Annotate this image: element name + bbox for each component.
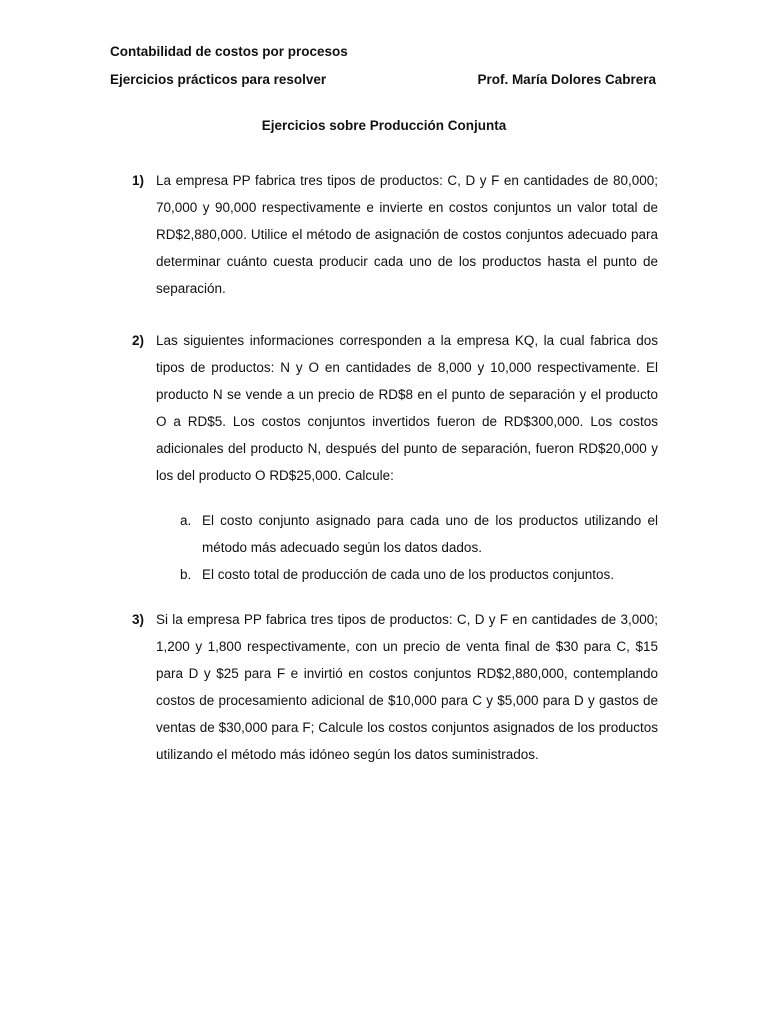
exercise-text: Si la empresa PP fabrica tres tipos de productos: C, D y F en cantidades de 3,000; 1,200 y 1,800 respectivamente, con un precio de venta final de $30 para C, $15 para D y $25 para F e invirtió en costos conjuntos RD$2,880,000, contemplando costos de procesamiento adicional de $10,000 para C y $5,000 para D y gastos de ventas de $30,000 para F; Calcule los costos conjuntos asignados de los productos utilizando el método más idóneo según los datos suministrados. bbox=[156, 612, 658, 762]
exercise-1 bbox=[110, 167, 658, 302]
document-title: Ejercicios sobre Producción Conjunta bbox=[261, 118, 507, 133]
course-title: Contabilidad de costos por procesos bbox=[110, 44, 348, 59]
subitem-text: El costo conjunto asignado para cada uno de los productos utilizando el método más adecuado según los datos dados. bbox=[202, 513, 658, 555]
exercise-number: 2) bbox=[132, 333, 145, 348]
professor-name: Prof. María Dolores Cabrera bbox=[477, 72, 656, 87]
exercise-text: La empresa PP fabrica tres tipos de productos: C, D y F en cantidades de 80,000; 70,000 y 90,000 respectivamente e invierte en costos conjuntos un valor total de RD$2,880,000. Utilice el método de asignación de costos conjuntos adecuado para determinar cuánto cuesta producir cada uno de los productos hasta el punto de separación. bbox=[156, 173, 658, 296]
exercise-2-subitem-a bbox=[180, 507, 658, 561]
exercise-number: 1) bbox=[132, 173, 145, 188]
exercise-number: 3) bbox=[132, 612, 145, 627]
subtitle: Ejercicios prácticos para resolver bbox=[110, 72, 327, 87]
exercise-2-subitem-b bbox=[180, 561, 658, 588]
exercise-3 bbox=[110, 606, 658, 768]
exercise-text: Las siguientes informaciones corresponden a la empresa KQ, la cual fabrica dos tipos de productos: N y O en cantidades de 8,000 y 10,000 respectivamente. El producto N se vende a un precio de RD$8 en el punto de separación y el producto O a RD$5. Los costos conjuntos invertidos fueron de RD$300,000. Los costos adicionales del producto N, después del punto de separación, fueron RD$20,000 y los del producto O RD$25,000. Calcule: bbox=[156, 333, 658, 483]
exercise-2 bbox=[110, 327, 658, 489]
subitem-text: El costo total de producción de cada uno de los productos conjuntos. bbox=[202, 567, 615, 582]
subitem-letter: b. bbox=[180, 567, 192, 582]
subitem-letter: a. bbox=[180, 513, 192, 528]
